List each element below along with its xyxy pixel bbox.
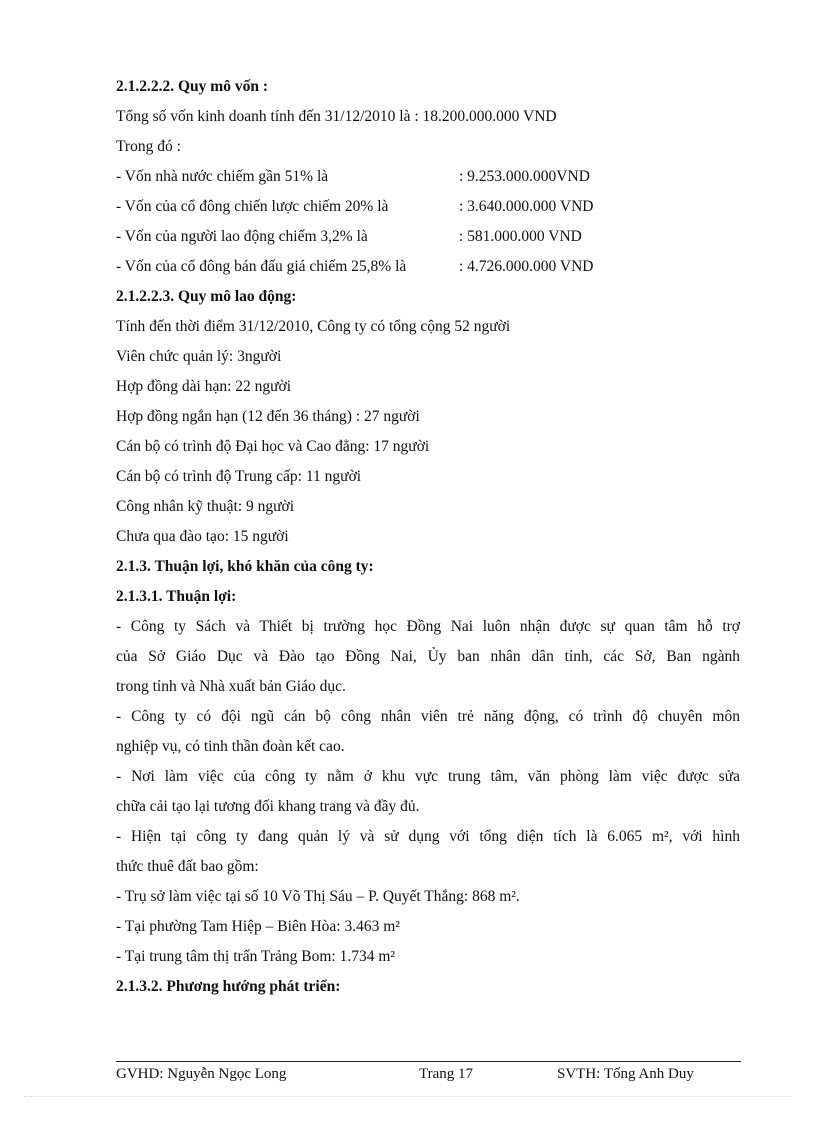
land-item: - Tại phường Tam Hiệp – Biên Hòa: 3.463 m² <box>116 918 400 935</box>
paragraph-line: của Sở Giáo Dục và Đào tạo Đồng Nai, Ủy ban nhân dân tỉnh, các Sở, Ban ngành <box>116 648 740 665</box>
labor-line: Hợp đồng dài hạn: 22 người <box>116 378 292 395</box>
labor-line: Công nhân kỹ thuật: 9 người <box>116 498 295 515</box>
heading-quy-mo-lao-dong: 2.1.2.2.3. Quy mô lao động: <box>116 288 297 305</box>
capital-item-value: : 3.640.000.000 VND <box>459 198 594 215</box>
page-footer <box>116 1066 741 1090</box>
capital-item-value: : 581.000.000 VND <box>459 228 582 245</box>
paragraph-line: thức thuê đất bao gồm: <box>116 858 259 875</box>
capital-item <box>116 162 740 192</box>
heading-quy-mo-von: 2.1.2.2.2. Quy mô vốn : <box>116 78 268 95</box>
paragraph-line: trong tỉnh và Nhà xuất bản Giáo dục. <box>116 678 346 695</box>
heading-phuong-huong: 2.1.3.2. Phương hướng phát triển: <box>116 978 341 995</box>
trong-do-label: Trong đó : <box>116 138 181 155</box>
land-item: - Tại trung tâm thị trấn Trảng Bom: 1.734 m² <box>116 948 396 965</box>
paragraph-line: - Nơi làm việc của công ty nằm ở khu vực trung tâm, văn phòng làm việc được sửa <box>116 768 740 785</box>
labor-line: Viên chức quản lý: 3người <box>116 348 282 365</box>
footer-page-number: Trang 17 <box>419 1066 474 1082</box>
labor-line: Chưa qua đào tạo: 15 người <box>116 528 289 545</box>
land-item: - Trụ sở làm việc tại số 10 Võ Thị Sáu – P. Quyết Thắng: 868 m². <box>116 888 520 905</box>
labor-line: Cán bộ có trình độ Trung cấp: 11 người <box>116 468 362 485</box>
paragraph-line: nghiệp vụ, có tinh thần đoàn kết cao. <box>116 738 345 755</box>
capital-item <box>116 222 740 252</box>
footer-student: SVTH: Tống Anh Duy <box>557 1066 694 1082</box>
capital-item <box>116 192 740 222</box>
capital-item-label: - Vốn của người lao động chiếm 3,2% là <box>116 228 368 245</box>
capital-item <box>116 252 740 282</box>
page-bottom-dotted-line <box>24 1096 792 1097</box>
paragraph-line: - Công ty Sách và Thiết bị trường học Đồng Nai luôn nhận được sự quan tâm hỗ trợ <box>116 618 740 635</box>
footer-divider <box>116 1061 741 1062</box>
labor-line: Cán bộ có trình độ Đại học và Cao đẳng: 17 người <box>116 438 430 455</box>
heading-thuan-loi: 2.1.3.1. Thuận lợi: <box>116 588 237 605</box>
paragraph-line: - Công ty có đội ngũ cán bộ công nhân viên trẻ năng động, có trình độ chuyên môn <box>116 708 740 725</box>
document-page <box>116 72 740 1002</box>
footer-advisor: GVHD: Nguyễn Ngọc Long <box>116 1066 287 1082</box>
paragraph-line: - Hiện tại công ty đang quản lý và sử dụng với tổng diện tích là 6.065 m², với hình <box>116 828 740 845</box>
capital-item-label: - Vốn của cổ đông bán đấu giá chiếm 25,8% là <box>116 258 407 275</box>
labor-line: Tính đến thời điểm 31/12/2010, Công ty có tổng cộng 52 người <box>116 318 511 335</box>
labor-line: Hợp đồng ngắn hạn (12 đến 36 tháng) : 27 người <box>116 408 420 425</box>
capital-item-value: : 4.726.000.000 VND <box>459 258 594 275</box>
capital-item-label: - Vốn nhà nước chiếm gần 51% là <box>116 168 329 185</box>
heading-thuan-loi-kho-khan: 2.1.3. Thuận lợi, khó khăn của công ty: <box>116 558 374 575</box>
capital-item-label: - Vốn của cổ đông chiến lược chiếm 20% là <box>116 198 389 215</box>
capital-item-value: : 9.253.000.000VND <box>459 168 590 185</box>
paragraph-line: chữa cải tạo lại tương đối khang trang và đầy đủ. <box>116 798 420 815</box>
total-capital: Tổng số vốn kinh doanh tính đến 31/12/2010 là : 18.200.000.000 VND <box>116 108 557 125</box>
